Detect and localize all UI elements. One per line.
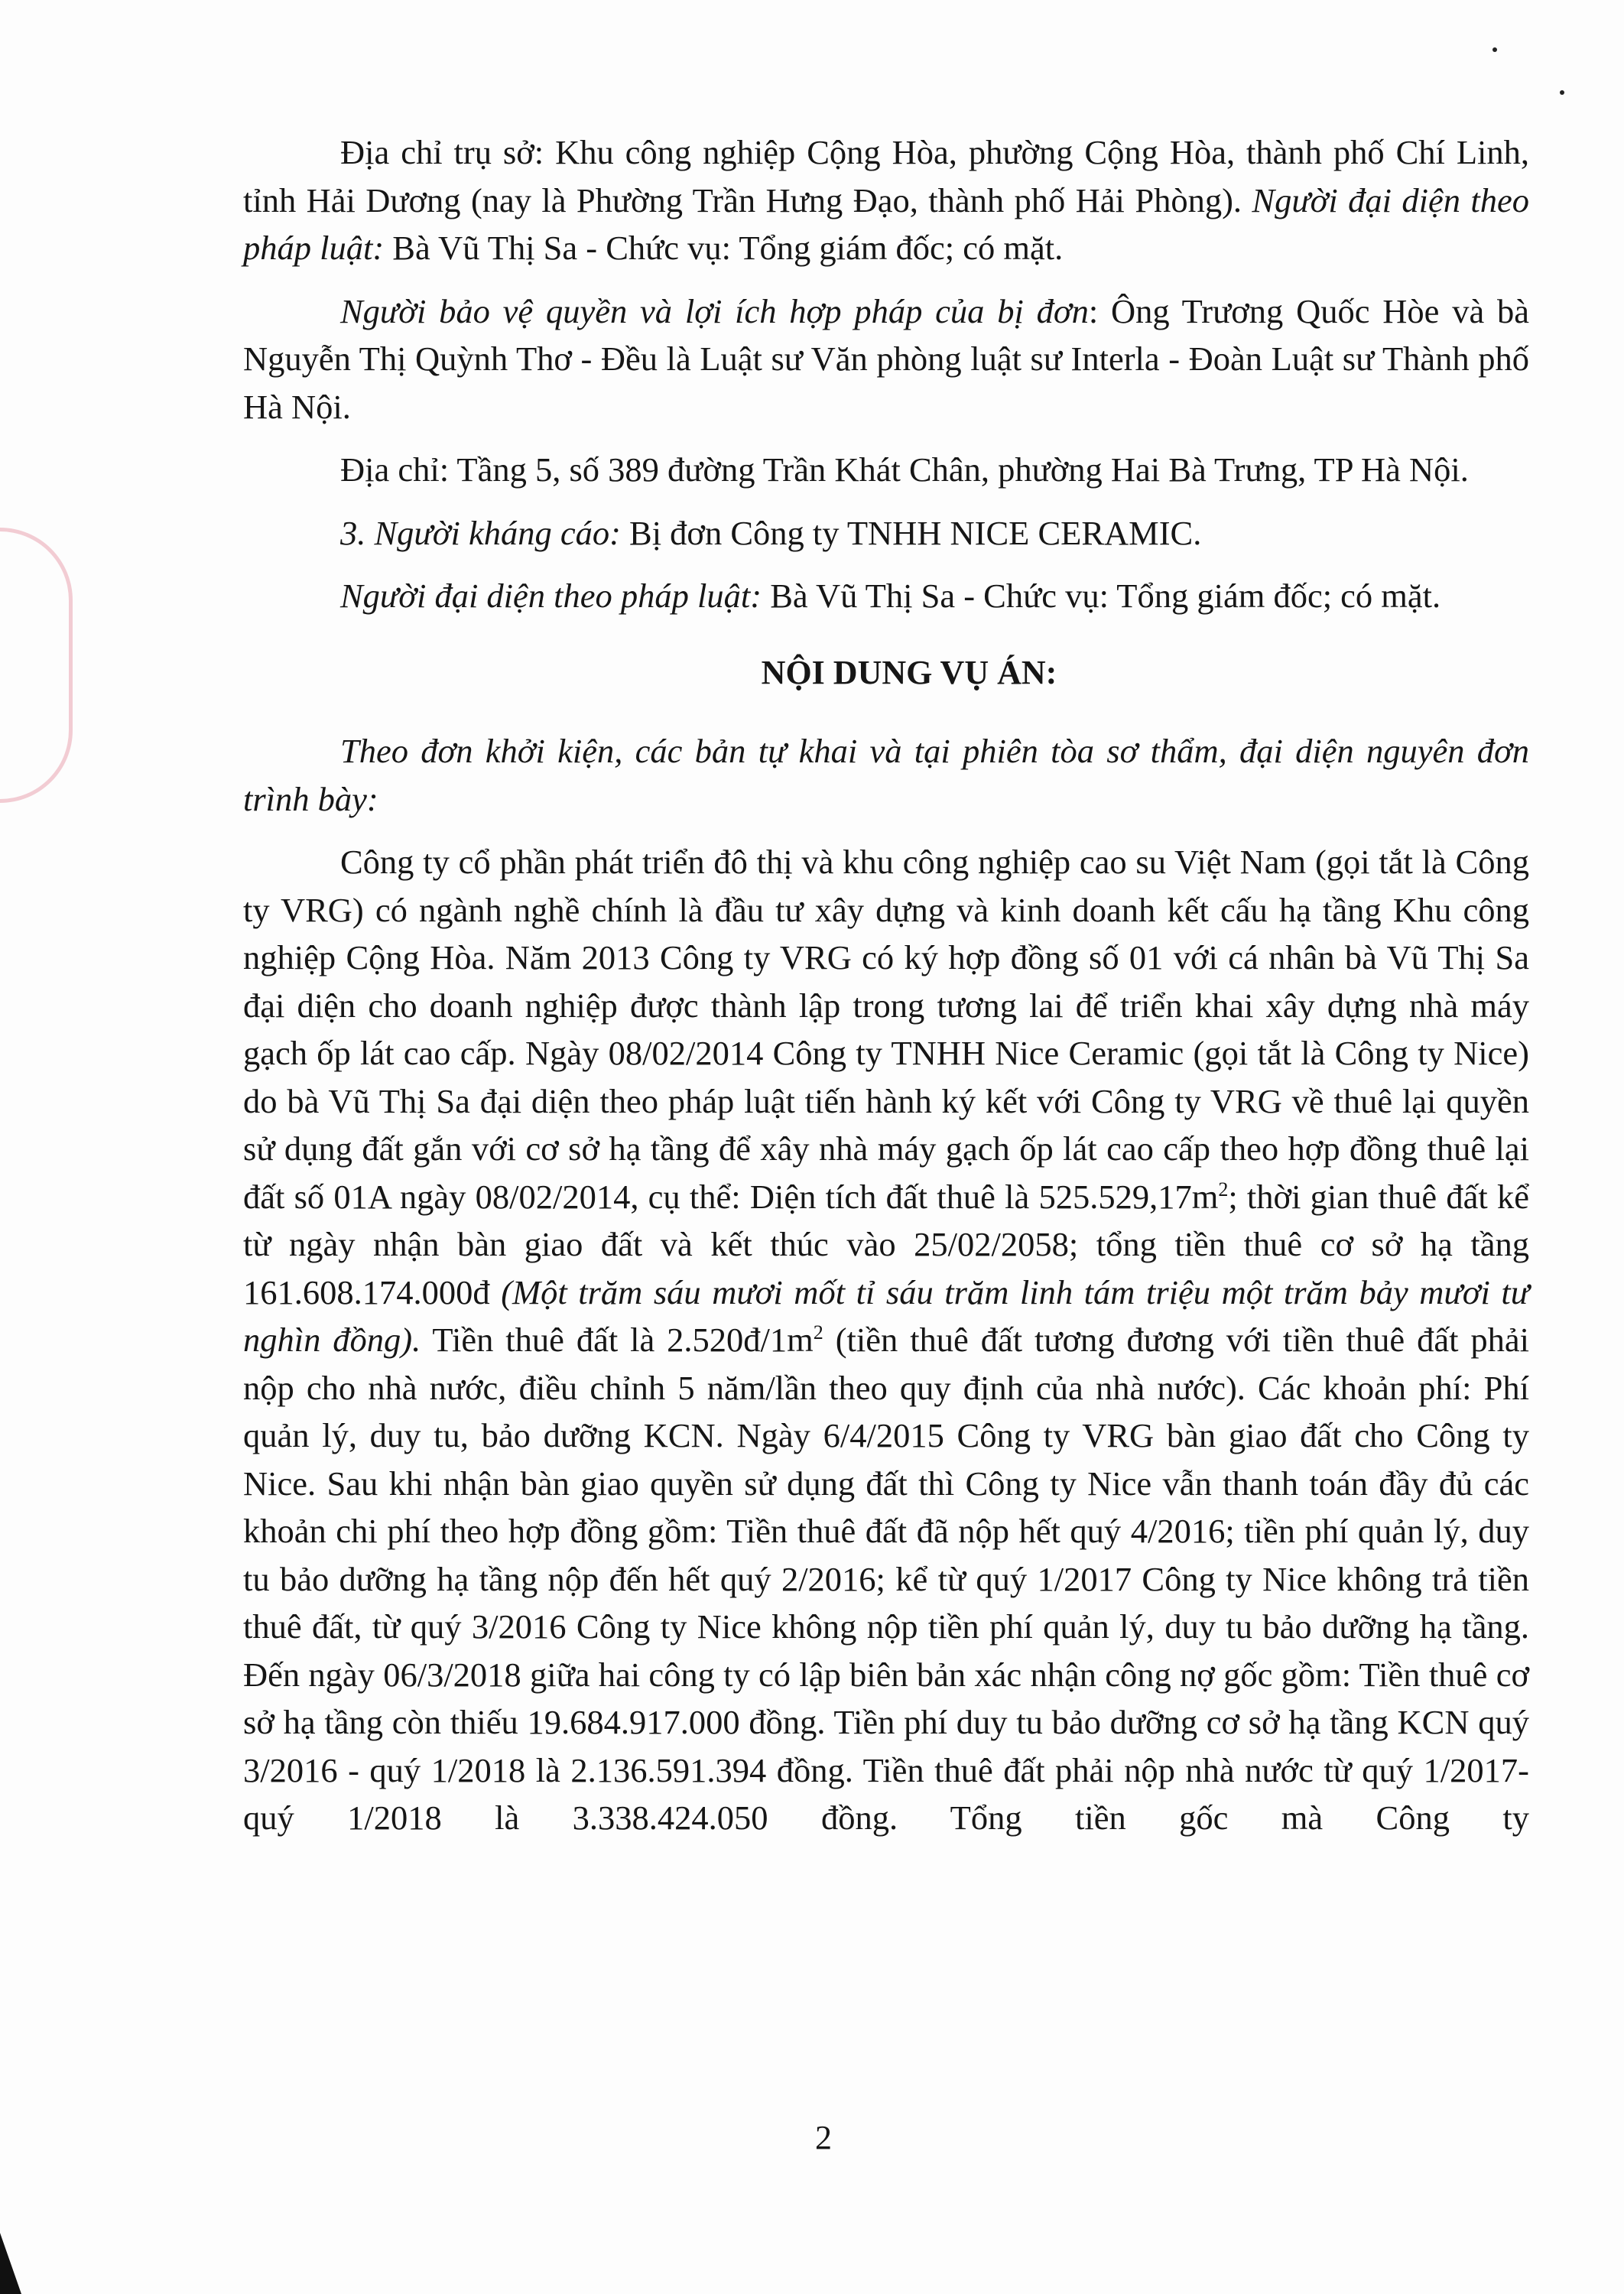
appellant-paragraph bbox=[243, 509, 1529, 557]
italic-label: Người đại diện theo pháp luật: bbox=[340, 577, 762, 615]
text-segment: Địa chỉ: Tầng 5, số 389 đường Trần Khát Chân, phường Hai Bà Trưng, TP Hà Nội. bbox=[340, 450, 1469, 489]
italic-label: Người đại diện theo pháp luật: bbox=[243, 180, 1529, 267]
scan-corner-mark bbox=[0, 2233, 21, 2294]
headquarters-address-paragraph bbox=[243, 128, 1529, 272]
superscript: 2 bbox=[813, 1321, 823, 1344]
intro-paragraph: Theo đơn khởi kiện, các bản tự khai và tại phiên tòa sơ thẩm, đại diện nguyên đơn trình bày: bbox=[243, 732, 1529, 818]
italic-label: 3. Người kháng cáo: bbox=[340, 513, 621, 552]
scan-speck bbox=[1492, 47, 1497, 52]
italic-label: Người bảo vệ quyền và lợi ích hợp pháp của bị đơn bbox=[340, 291, 1089, 330]
text-segment: Bị đơn Công ty TNHH NICE CERAMIC. bbox=[620, 513, 1202, 552]
case-content-paragraph bbox=[243, 838, 1529, 1842]
section-heading-text: NỘI DUNG VỤ ÁN: bbox=[761, 653, 1057, 691]
italic-amount-in-words: (Một trăm sáu mươi mốt tỉ sáu trăm linh tám triệu một trăm bảy mươi tư nghìn đồng). bbox=[243, 1272, 1530, 1359]
defender-rights-paragraph bbox=[243, 288, 1529, 431]
document-body bbox=[243, 128, 1529, 1857]
text-segment: Tiền thuê đất là 2.520đ/1m bbox=[421, 1321, 814, 1359]
lawyer-address-paragraph bbox=[243, 446, 1529, 494]
text-segment: Bà Vũ Thị Sa - Chức vụ: Tổng giám đốc; có mặt. bbox=[384, 229, 1064, 267]
text-segment: Công ty cổ phần phát triển đô thị và khu công nghiệp cao su Việt Nam (gọi tắt là Công ty VRG) có ngành nghề chính là đầu tư xây dựng và kinh doanh kết cấu hạ tầng Khu công nghiệp Cộng Hòa. Năm 2013 Công ty VRG có ký hợp đồng số 01 với cá nhân bà Vũ Thị Sa đại diện cho doanh nghiệp được thành lập trong tương lai để triển khai xây dựng nhà máy gạch ốp lát cao cấp. Ngày 08/02/2014 Công ty TNHH Nice Ceramic (gọi tắt là Công ty Nice) do bà Vũ Thị Sa đại diện theo pháp luật tiến hành ký kết với Công ty VRG về thuê lại quyền sử dụng đất gắn với cơ sở hạ tầng để xây nhà máy gạch ốp lát cao cấp theo hợp đồng thuê lại đất số 01A ngày 08/02/2014, cụ thể: Diện tích đất thuê là 525.529,17m bbox=[243, 843, 1529, 1216]
section-heading bbox=[243, 649, 1529, 697]
text-segment: ; thời gian thuê đất kể từ ngày nhận bàn giao đất và kết thúc vào 25/02/2058; tổng tiền thuê cơ sở hạ tầng 161.608.174.000đ bbox=[243, 1177, 1529, 1311]
superscript: 2 bbox=[1218, 1178, 1229, 1201]
text-segment: (tiền thuê đất tương đương với tiền thuê đất phải nộp cho nhà nước, điều chỉnh 5 năm/lần theo quy định của nhà nước). Các khoản phí: Phí quản lý, duy tu, bảo dưỡng KCN. Ngày 6/4/2015 Công ty VRG bàn giao đất cho Công ty Nice. Sau khi nhận bàn giao quyền sử dụng đất thì Công ty Nice vẫn thanh toán đầy đủ các khoản chi phí theo hợp đồng gồm: Tiền thuê đất đã nộp hết quý 4/2016; tiền phí quản lý, duy tu bảo dưỡng hạ tầng nộp đến hết quý 2/2016; kể từ quý 1/2017 Công ty Nice không trả tiền thuê đất, từ quý 3/2016 Công ty Nice không nộp tiền phí quản lý, duy tu bảo dưỡng hạ tầng. Đến ngày 06/3/2018 giữa hai công ty có lập biên bản xác nhận công nợ gốc gồm: Tiền thuê cơ sở hạ tầng còn thiếu 19.684.917.000 đồng. Tiền phí duy tu bảo dưỡng cơ sở hạ tầng KCN quý 3/2016 - quý 1/2018 là 2.136.591.394 đồng. Tiền thuê đất phải nộp nhà nước từ quý 1/2017- quý 1/2018 là 3.338.424.050 đồng. Tổng tiền gốc mà Công ty bbox=[243, 1321, 1529, 1837]
scan-speck bbox=[1560, 90, 1564, 95]
page-number: 2 bbox=[815, 2119, 832, 2156]
text-segment: Địa chỉ trụ sở: Khu công nghiệp Cộng Hòa, phường Cộng Hòa, thành phố Chí Linh, tỉnh Hải Dương (nay là Phường Trần Hưng Đạo, thành phố Hải Phòng). bbox=[243, 133, 1529, 219]
text-segment: Bà Vũ Thị Sa - Chức vụ: Tổng giám đốc; có mặt. bbox=[762, 577, 1441, 615]
text-segment: : Ông Trương Quốc Hòe và bà Nguyễn Thị Quỳnh Thơ - Đều là Luật sư Văn phòng luật sư Interla - Đoàn Luật sư Thành phố Hà Nội. bbox=[243, 291, 1530, 426]
legal-representative-paragraph bbox=[243, 572, 1529, 620]
red-stamp-fragment bbox=[0, 528, 73, 803]
